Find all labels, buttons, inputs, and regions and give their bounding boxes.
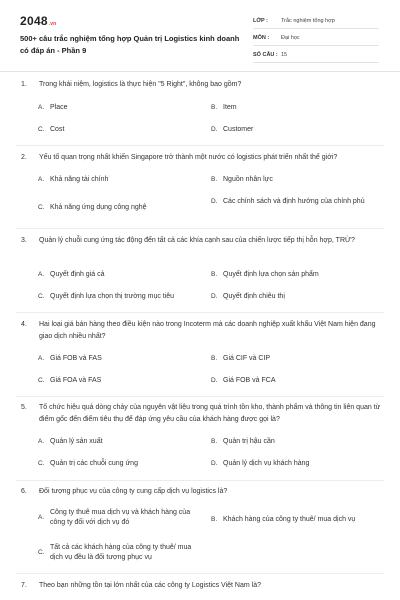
option-a[interactable] [38, 103, 198, 113]
option-key: B. [211, 176, 218, 183]
option-text: Quản trị hậu cần [223, 438, 275, 445]
document-meta [253, 14, 379, 63]
option-key: B. [211, 438, 218, 445]
question-body: Tổ chức hiệu quả dòng chảy của nguyên vật liệu trong quá trình tồn kho, thành phẩm và thông tin liên quan từ điểm gốc đến điểm tiêu thụ để đáp ứng yêu cầu của khách hàng được gọi là? [39, 404, 381, 423]
question-text [21, 486, 381, 498]
option-d[interactable] [211, 292, 381, 302]
option-b[interactable] [211, 515, 381, 525]
option-c[interactable] [38, 203, 198, 213]
divider [16, 228, 384, 229]
option-a[interactable] [38, 508, 198, 528]
option-a[interactable] [38, 437, 198, 447]
option-text: Quyết định lựa chọn sản phẩm [223, 271, 319, 278]
option-b[interactable] [211, 437, 381, 447]
question-body: Quản lý chuỗi cung ứng tác động đến tất cả các khía cạnh sau của chiến lược tiếp thị hỗn hợp, TRỪ? [39, 237, 355, 244]
option-text: Quyết định lựa chọn thị trường mục tiêu [50, 293, 175, 300]
meta-row-count [253, 48, 379, 63]
option-b[interactable] [211, 354, 381, 364]
option-key: A. [38, 176, 45, 183]
logo-main-text: 2048 [20, 14, 48, 28]
option-text: Khả năng tài chính [50, 176, 109, 183]
option-text: Khách hàng của công ty thuê/ mua dịch vụ [223, 516, 356, 523]
question-body: Theo bạn những tồn tại lớn nhất của các công ty Logistics Việt Nam là? [39, 582, 262, 589]
option-text: Quản lý dịch vụ khách hàng [223, 460, 310, 467]
option-text: Place [50, 104, 68, 111]
option-key: B. [211, 516, 218, 523]
question-number: 5. [21, 404, 27, 411]
option-key: D. [211, 460, 218, 467]
option-text: Quản lý sản xuất [50, 438, 103, 445]
document-header [0, 0, 400, 72]
site-logo[interactable] [20, 14, 56, 28]
meta-key: SỐ CÂU : [253, 52, 278, 58]
option-key: C. [38, 204, 45, 211]
option-key: D. [211, 198, 218, 205]
option-d[interactable] [211, 125, 381, 135]
option-d[interactable] [211, 459, 381, 469]
meta-row-class [253, 14, 379, 29]
option-key: A. [38, 514, 45, 521]
question-body: Hai loại giá bán hàng theo điều kiện nào trong Incoterm mà các doanh nghiệp xuất khẩu Việt Nam hiện đang giao dịch nhiều nhất? [39, 321, 376, 340]
question-number: 4. [21, 321, 27, 328]
option-a[interactable] [38, 270, 198, 280]
question-text [21, 319, 381, 343]
option-text: Giá CIF và CIP [223, 355, 271, 362]
option-text: Quyết định chiêu thị [223, 293, 285, 300]
option-key: D. [211, 293, 218, 300]
question-number: 7. [21, 582, 27, 589]
option-b[interactable] [211, 103, 381, 113]
option-c[interactable] [38, 543, 198, 563]
option-text: Quyết định giá cả [50, 271, 105, 278]
meta-value: Đại học [281, 35, 300, 41]
option-key: A. [38, 271, 45, 278]
option-c[interactable] [38, 376, 198, 386]
option-key: C. [38, 293, 45, 300]
option-key: A. [38, 355, 45, 362]
option-text: Nguồn nhân lực [223, 176, 273, 183]
question-text [21, 402, 381, 426]
option-key: A. [38, 104, 45, 111]
option-d[interactable] [211, 197, 371, 207]
divider [16, 573, 384, 574]
option-c[interactable] [38, 459, 198, 469]
question-text [21, 580, 381, 592]
divider [16, 396, 384, 397]
option-key: C. [38, 126, 45, 133]
option-a[interactable] [38, 354, 198, 364]
document-title: 500+ câu trắc nghiệm tổng hợp Quản trị Logistics kinh doanh có đáp án - Phần 9 [20, 34, 240, 55]
question-text [21, 152, 381, 164]
option-c[interactable] [38, 292, 198, 302]
option-text: Công ty thuê mua dịch vụ và khách hàng của công ty đối với dịch vụ đó [50, 509, 191, 526]
meta-value: Trắc nghiệm tổng hợp [281, 18, 335, 24]
question-body: Đối tượng phục vụ của công ty cung cấp dịch vụ logistics là? [39, 488, 228, 495]
meta-value: 15 [281, 52, 288, 58]
option-d[interactable] [211, 376, 381, 386]
option-text: Giá FOA và FAS [50, 377, 102, 384]
option-text: Giá FOB và FAS [50, 355, 102, 362]
option-key: A. [38, 438, 45, 445]
meta-key: MÔN : [253, 35, 270, 41]
option-a[interactable] [38, 175, 198, 185]
meta-row-subject [253, 31, 379, 46]
logo-domain-text: .vn [48, 21, 57, 27]
meta-key: LỚP : [253, 18, 268, 24]
option-key: C. [38, 549, 45, 556]
divider [16, 145, 384, 146]
question-body: Yếu tố quan trọng nhất khiến Singapore trở thành một nước có logistics phát triển nhất thế giới? [39, 154, 338, 161]
option-key: B. [211, 271, 218, 278]
option-text: Quản trị các chuỗi cung ứng [50, 460, 138, 467]
option-key: C. [38, 460, 45, 467]
question-number: 6. [21, 488, 27, 495]
option-text: Cost [50, 126, 65, 133]
question-text [21, 79, 381, 91]
option-text: Customer [223, 126, 254, 133]
option-key: B. [211, 355, 218, 362]
option-b[interactable] [211, 270, 381, 280]
option-text: Khả năng ứng dụng công nghệ [50, 204, 147, 211]
option-b[interactable] [211, 175, 381, 185]
question-number: 2. [21, 154, 27, 161]
divider [16, 312, 384, 313]
question-text [21, 235, 381, 247]
question-number: 3. [21, 237, 27, 244]
option-text: Giá FOB và FCA [223, 377, 276, 384]
option-key: C. [38, 377, 45, 384]
option-text: Tất cả các khách hàng của công ty thuê/ mua dịch vụ đều là đối tượng phục vụ [50, 544, 192, 561]
option-key: D. [211, 126, 218, 133]
divider [16, 480, 384, 481]
option-c[interactable] [38, 125, 198, 135]
option-text: Item [223, 104, 237, 111]
question-number: 1. [21, 81, 27, 88]
option-key: B. [211, 104, 218, 111]
option-key: D. [211, 377, 218, 384]
question-body: Trong khái niệm, logistics là thực hiện "5 Right", không bao gồm? [39, 81, 242, 88]
option-text: Các chính sách và định hướng của chính phủ [223, 198, 365, 205]
